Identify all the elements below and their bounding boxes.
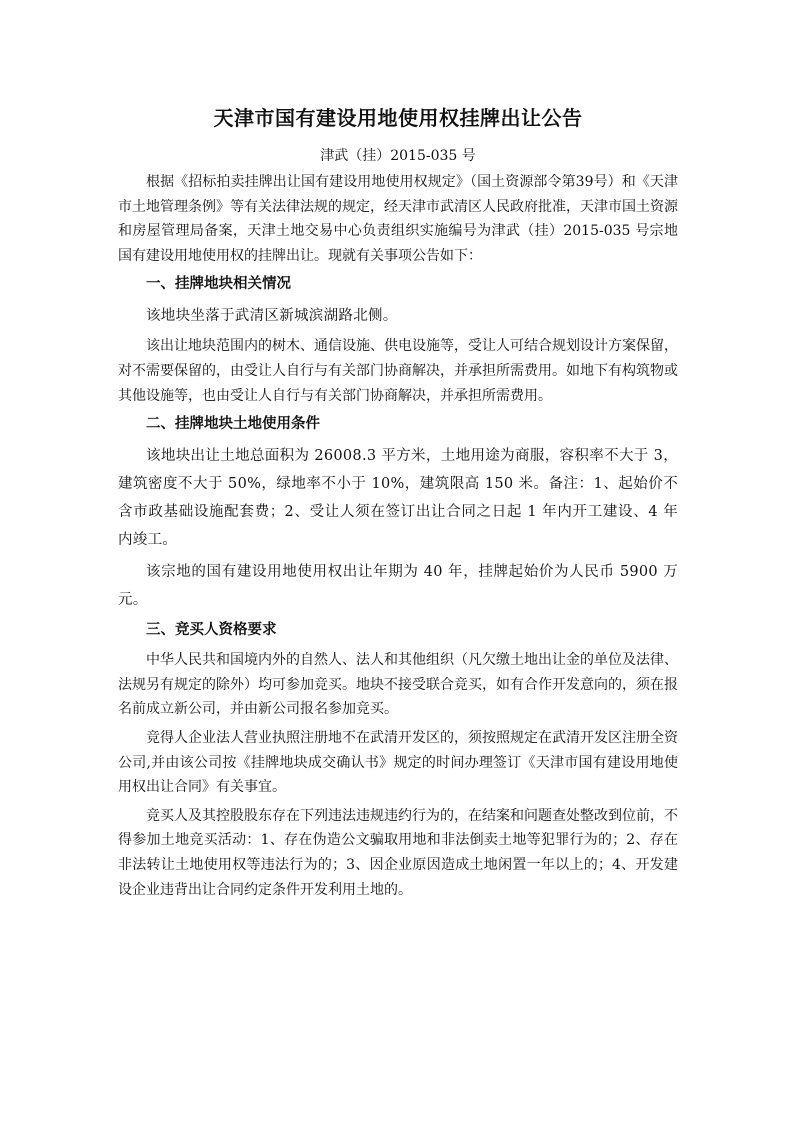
document-body (118, 104, 678, 906)
paragraph-violations: 竞买人及其控股股东存在下列违法违规违约行为的，在结案和问题查处整改到位前，不得参加土地竞买活动：1、存在伪造公文骗取用地和非法倒卖土地等犯罪行为的；2、存在非法转让土地使用权等违法行为的；3、因企业原因造成土地闲置一年以上的；4、开发建设企业违背出让合同约定条件开发利用土地的。 (118, 807, 678, 898)
paragraph-registration: 竞得人企业法人营业执照注册地不在武清开发区的，须按照规定在武清开发区注册全资公司,并由该公司按《挂牌地块成交确认书》规定的时间办理签订《天津市国有建设用地使用权出让合同》有关事宜。 (118, 729, 678, 796)
section-land-use-conditions (118, 412, 678, 614)
paragraph-facilities: 该出让地块范围内的树木、通信设施、供电设施等，受让人可结合规划设计方案保留，对不需要保留的，由受让人自行与有关部门协商解决，并承担所需费用。如地下有构筑物或其他设施等，也由受让人自行与有关部门协商解决，并承担所需费用。 (118, 338, 678, 404)
section-heading: 二、挂牌地块土地使用条件 (146, 415, 320, 433)
paragraph-area-conditions: 该地块出让土地总面积为 26008.3 平方米，土地用途为商服，容积率不大于 3，建筑密度不大于 50%，绿地率不小于 10%，建筑限高 150 米。备注：1、起始价不含市政基础设施配套费；2、受让人须在签订出让合同之日起 1 年内开工建设、4 年内竣工。 (118, 448, 678, 549)
document-number: 津武（挂）2015-035 号 (320, 148, 476, 164)
paragraph-eligibility: 中华人民共和国境内外的自然人、法人和其他组织（凡欠缴土地出让金的单位及法律、法规另有规定的除外）均可参加竞买。地块不接受联合竞买，如有合作开发意向的，须在报名前成立新公司，并由新公司报名参加竞买。 (118, 652, 678, 718)
document-title: 天津市国有建设用地使用权挂牌出让公告 (213, 106, 583, 130)
paragraph-term-price: 该宗地的国有建设用地使用权出让年期为 40 年，挂牌起始价为人民币 5900 万元。 (118, 564, 678, 609)
section-land-info (118, 272, 678, 408)
section-heading: 三、竞买人资格要求 (146, 621, 277, 639)
intro-paragraph: 根据《招标拍卖挂牌出让国有建设用地使用权规定》（国土资源部令第39号）和《天津市土地管理条例》等有关法律法规的规定，经天津市武清区人民政府批准，天津市国土资源和房屋管理局备案，天津土地交易中心负责组织实施编号为津武（挂）2015-035 号宗地国有建设用地使用权的挂牌出让。现就有关事项公告如下： (118, 174, 678, 264)
paragraph-location: 该地块坐落于武清区新城滨湖路北侧。 (146, 308, 398, 325)
section-heading: 一、挂牌地块相关情况 (146, 275, 291, 293)
section-bidder-qualification (118, 618, 678, 902)
